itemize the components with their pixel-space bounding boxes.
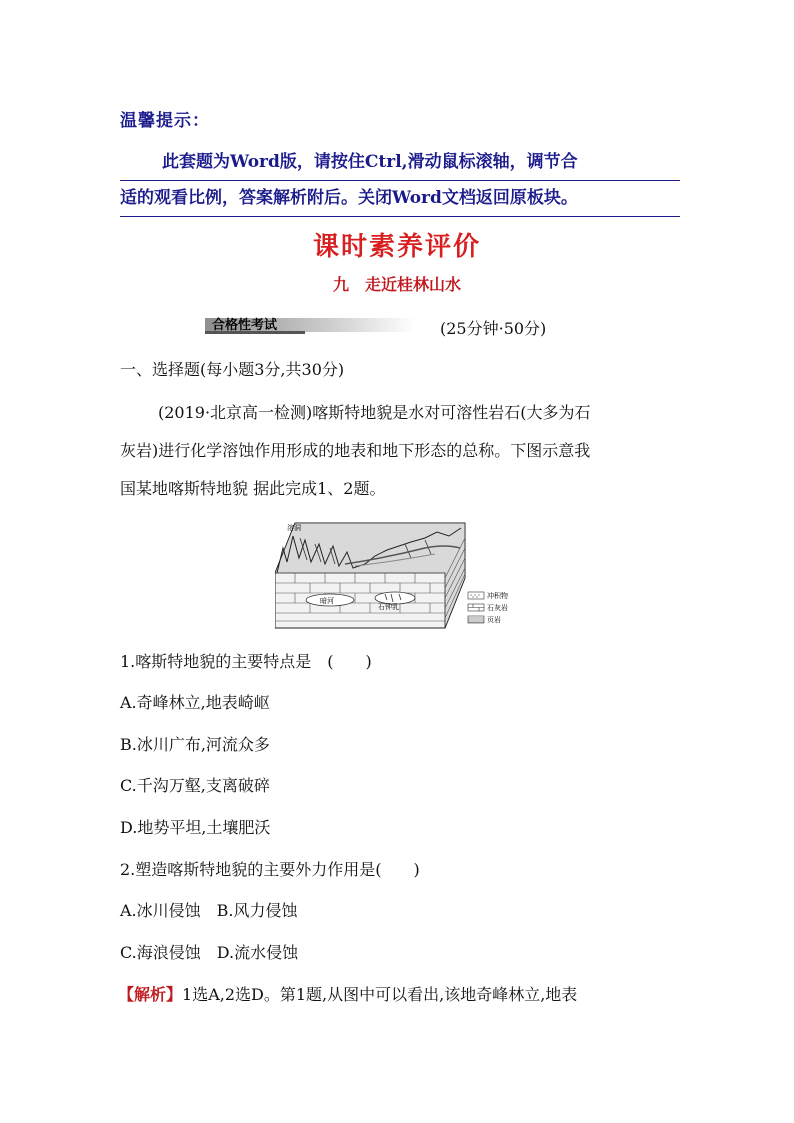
tip-line-1: 此套题为Word版，请按住Ctrl,滑动鼠标滚轴，调节合 xyxy=(120,145,680,181)
exam-badge-label: 合格性考试 xyxy=(212,318,278,333)
figure-stalactite-label: 石钟乳 xyxy=(378,603,399,611)
page-title: 课时素养评价 xyxy=(312,232,481,262)
analysis-tag: 【解析】 xyxy=(118,985,183,1004)
tip-title: 温馨提示： xyxy=(120,111,210,131)
analysis-text: 1选A,2选D。第1题,从图中可以看出,该地奇峰林立,地表 xyxy=(182,985,578,1004)
figure-legend xyxy=(468,591,508,624)
lesson-subtitle: 九 走近桂林山水 xyxy=(332,275,461,294)
figure-top-label: 溶洞 xyxy=(287,524,301,532)
question-1-option-a: A.奇峰林立,地表崎岖 xyxy=(120,693,270,712)
passage-line-1: (2019·北京高一检测)喀斯特地貌是水对可溶性岩石(大多为石 xyxy=(158,403,591,422)
passage-line-2: 灰岩)进行化学溶蚀作用形成的地表和地下形态的总称。下图示意我 xyxy=(120,441,591,460)
legend-limestone: 石灰岩 xyxy=(487,604,508,612)
tip-body xyxy=(120,145,680,217)
question-1-stem: 1.喀斯特地貌的主要特点是 ( ) xyxy=(120,652,372,671)
question-1-option-d: D.地势平坦,土壤肥沃 xyxy=(120,818,271,837)
karst-diagram xyxy=(275,518,535,636)
legend-alluvium: 冲积物 xyxy=(487,592,508,600)
question-2-options-row-2: C.海浪侵蚀 D.流水侵蚀 xyxy=(120,943,299,962)
section-heading: 一、选择题(每小题3分,共30分) xyxy=(120,360,345,379)
question-1-option-b: B.冰川广布,河流众多 xyxy=(120,735,270,754)
time-score: (25分钟·50分) xyxy=(440,319,547,338)
question-1-option-c: C.千沟万壑,支离破碎 xyxy=(120,776,270,795)
analysis xyxy=(118,982,577,1005)
question-2-options-row-1: A.冰川侵蚀 B.风力侵蚀 xyxy=(120,901,298,920)
question-2-stem: 2.塑造喀斯特地貌的主要外力作用是( ) xyxy=(120,860,420,879)
legend-shale: 页岩 xyxy=(487,616,501,624)
tip-line-2: 适的观看比例，答案解析附后。关闭Word文档返回原板块。 xyxy=(120,181,680,217)
figure-river-label: 暗河 xyxy=(320,597,334,605)
passage-line-3: 国某地喀斯特地貌 据此完成1、2题。 xyxy=(120,479,386,498)
passage xyxy=(120,394,680,508)
